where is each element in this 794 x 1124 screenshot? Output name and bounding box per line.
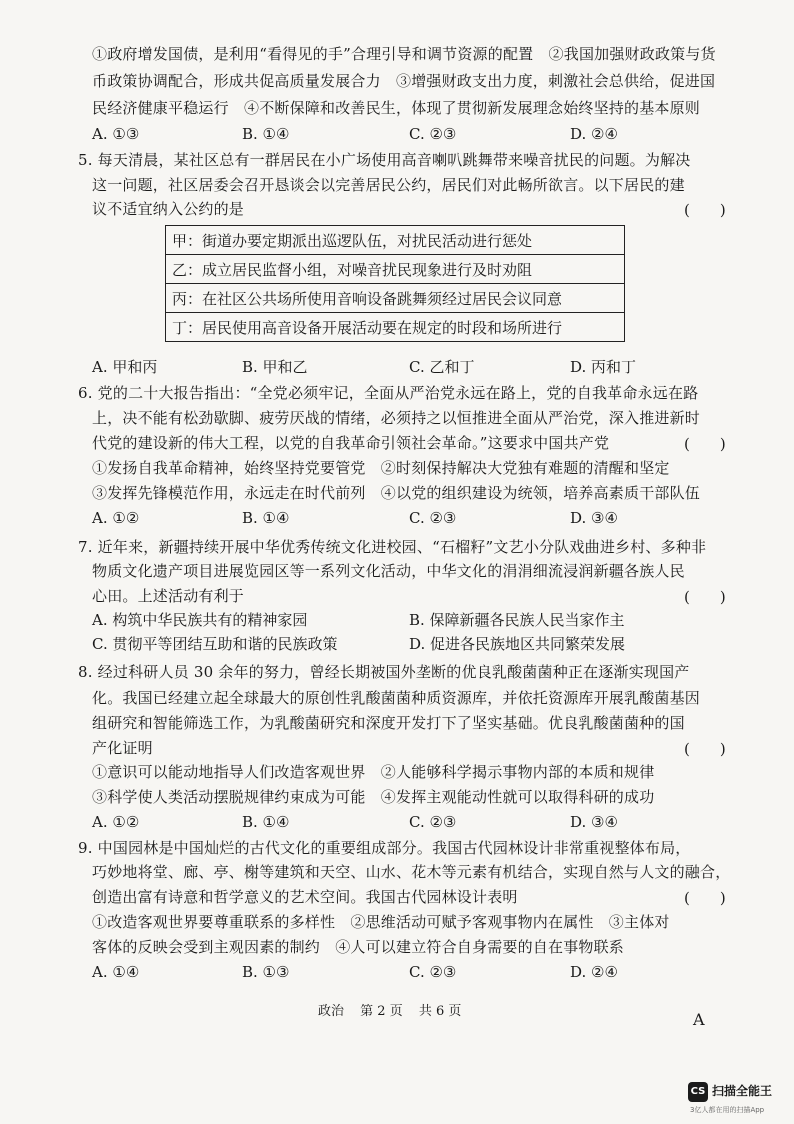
watermark-app-name: 扫描全能王 bbox=[712, 1084, 773, 1098]
footer-subject: 政治 bbox=[318, 1004, 345, 1019]
q8-option-d[interactable]: D. ③④ bbox=[570, 813, 618, 831]
q6-option-b[interactable]: B. ①④ bbox=[242, 509, 290, 527]
q6-line-3: 代党的建设新的伟大工程，以党的自我革命引领社会革命。”这要求中国共产党 bbox=[92, 434, 610, 452]
q8-option-b[interactable]: B. ①④ bbox=[242, 813, 290, 831]
q5-suggestion-jia: 甲：街道办要定期派出巡逻队伍，对扰民活动进行惩处 bbox=[166, 226, 625, 255]
q4-option-c[interactable]: C. ②③ bbox=[409, 125, 457, 143]
watermark-tagline: 3亿人都在用的扫描App bbox=[690, 1106, 765, 1114]
q5-line-1: 5. 每天清晨，某社区总有一群居民在小广场使用高音喇叭跳舞带来噪音扰民的问题。为解决 bbox=[78, 151, 691, 169]
q5-line-3: 议不适宜纳入公约的是 bbox=[92, 200, 245, 218]
camscanner-logo-icon: CS bbox=[688, 1082, 708, 1102]
q5-options bbox=[92, 357, 732, 377]
q8-option-a[interactable]: A. ①② bbox=[92, 813, 140, 831]
q8-line-3: 组研究和智能筛选工作，为乳酸菌研究和深度开发打下了坚实基础。优良乳酸菌菌种的国 bbox=[92, 714, 685, 732]
q4-line-1: ①政府增发国债，是利用“看得见的手”合理引导和调节资源的配置 ②我国加强财政政策与货 bbox=[92, 45, 716, 63]
q4-line-3: 民经济健康平稳运行 ④不断保障和改善民生，体现了贯彻新发展理念始终坚持的基本原则 bbox=[92, 99, 701, 117]
footer-total-pages: 共 6 页 bbox=[418, 1004, 462, 1019]
q5-suggestion-yi: 乙：成立居民监督小组，对噪音扰民现象进行及时劝阻 bbox=[166, 255, 625, 284]
q8-statement-2: ③科学使人类活动摆脱规律约束成为可能 ④发挥主观能动性就可以取得科研的成功 bbox=[92, 788, 655, 806]
q8-option-c[interactable]: C. ②③ bbox=[409, 813, 457, 831]
q9-option-b[interactable]: B. ①③ bbox=[242, 963, 290, 981]
q9-statement-2: 客体的反映会受到主观因素的制约 ④人可以建立符合自身需要的自在事物联系 bbox=[92, 938, 625, 956]
q7-option-a[interactable]: A. 构筑中华民族共有的精神家园 bbox=[92, 611, 308, 629]
q9-option-c[interactable]: C. ②③ bbox=[409, 963, 457, 981]
q6-option-a[interactable]: A. ①② bbox=[92, 509, 140, 527]
q7-option-b[interactable]: B. 保障新疆各民族人民当家作主 bbox=[409, 611, 625, 629]
q6-option-c[interactable]: C. ②③ bbox=[409, 509, 457, 527]
q7-options-row-1 bbox=[92, 610, 732, 630]
scanner-watermark bbox=[688, 1080, 788, 1116]
q4-option-b[interactable]: B. ①④ bbox=[242, 125, 290, 143]
q7-options-row-2 bbox=[92, 634, 732, 654]
q8-line-2: 化。我国已经建立起全球最大的原创性乳酸菌菌种质资源库，并依托资源库开展乳酸菌基因 bbox=[92, 689, 701, 707]
q5-suggestion-ding: 丁：居民使用高音设备开展活动要在规定的时段和场所进行 bbox=[166, 313, 625, 342]
q4-line-2: 币政策协调配合，形成共促高质量发展合力 ③增强财政支出力度，刺激社会总供给，促进国 bbox=[92, 72, 716, 90]
q6-line-1: 6. 党的二十大报告指出：“全党必须牢记，全面从严治党永远在路上，党的自我革命永远在路 bbox=[78, 384, 699, 402]
q6-options bbox=[92, 508, 732, 528]
q8-statement-1: ①意识可以能动地指导人们改造客观世界 ②人能够科学揭示事物内部的本质和规律 bbox=[92, 763, 655, 781]
q7-option-d[interactable]: D. 促进各民族地区共同繁荣发展 bbox=[409, 635, 626, 653]
q6-option-d[interactable]: D. ③④ bbox=[570, 509, 618, 527]
q9-line-2: 巧妙地将堂、廊、亭、榭等建筑和天空、山水、花木等元素有机结合，实现自然与人文的融合， bbox=[92, 863, 731, 881]
q4-option-a[interactable]: A. ①③ bbox=[92, 125, 140, 143]
q4-option-d[interactable]: D. ②④ bbox=[570, 125, 618, 143]
paper-version-mark: A bbox=[693, 1010, 705, 1029]
footer-page-number: 第 2 页 bbox=[360, 1004, 403, 1019]
q7-line-1: 7. 近年来，新疆持续开展中华优秀传统文化进校园、“石榴籽”文艺小分队戏曲进乡村、多种非 bbox=[78, 538, 707, 556]
q6-line-2: 上，决不能有松劲歇脚、疲劳厌战的情绪，必须持之以恒推进全面从严治党，深入推进新时 bbox=[92, 409, 701, 427]
q8-line-4: 产化证明 bbox=[92, 739, 153, 757]
q5-option-a[interactable]: A. 甲和丙 bbox=[92, 358, 158, 376]
q5-suggestion-table bbox=[165, 225, 625, 342]
q5-suggestion-bing: 丙：在社区公共场所使用音响设备跳舞须经过居民会议同意 bbox=[166, 284, 625, 313]
q9-line-3: 创造出富有诗意和哲学意义的艺术空间。我国古代园林设计表明 bbox=[92, 888, 518, 906]
q5-option-c[interactable]: C. 乙和丁 bbox=[409, 358, 475, 376]
q9-option-a[interactable]: A. ①④ bbox=[92, 963, 140, 981]
page-footer bbox=[318, 1000, 473, 1019]
q5-option-d[interactable]: D. 丙和丁 bbox=[570, 358, 637, 376]
q9-answer-blank[interactable]: ( ) bbox=[684, 889, 726, 907]
q9-option-d[interactable]: D. ②④ bbox=[570, 963, 618, 981]
q9-options bbox=[92, 962, 732, 982]
q7-line-3: 心田。上述活动有利于 bbox=[92, 587, 245, 605]
q5-line-2: 这一问题，社区居委会召开恳谈会以完善居民公约，居民们对此畅所欲言。以下居民的建 bbox=[92, 176, 685, 194]
q8-answer-blank[interactable]: ( ) bbox=[684, 740, 726, 758]
q7-option-c[interactable]: C. 贯彻平等团结互助和谐的民族政策 bbox=[92, 635, 338, 653]
q5-option-b[interactable]: B. 甲和乙 bbox=[242, 358, 308, 376]
q6-answer-blank[interactable]: ( ) bbox=[684, 435, 726, 453]
q4-options bbox=[92, 124, 732, 144]
q5-answer-blank[interactable]: ( ) bbox=[684, 201, 726, 219]
q8-options bbox=[92, 812, 732, 832]
q6-statement-1: ①发扬自我革命精神，始终坚持党要管党 ②时刻保持解决大党独有难题的清醒和坚定 bbox=[92, 459, 670, 477]
q9-line-1: 9. 中国园林是中国灿烂的古代文化的重要组成部分。我国古代园林设计非常重视整体布局， bbox=[78, 839, 691, 857]
q9-statement-1: ①改造客观世界要尊重联系的多样性 ②思维活动可赋予客观事物内在属性 ③主体对 bbox=[92, 913, 670, 931]
q7-line-2: 物质文化遗产项目进展览园区等一系列文化活动，中华文化的涓涓细流浸润新疆各族人民 bbox=[92, 562, 685, 580]
q7-answer-blank[interactable]: ( ) bbox=[684, 588, 726, 606]
q6-statement-2: ③发挥先锋模范作用，永远走在时代前列 ④以党的组织建设为统领，培养高素质干部队伍 bbox=[92, 484, 701, 502]
q8-line-1: 8. 经过科研人员 30 余年的努力，曾经长期被国外垄断的优良乳酸菌菌种正在逐渐实现国产 bbox=[78, 663, 690, 681]
